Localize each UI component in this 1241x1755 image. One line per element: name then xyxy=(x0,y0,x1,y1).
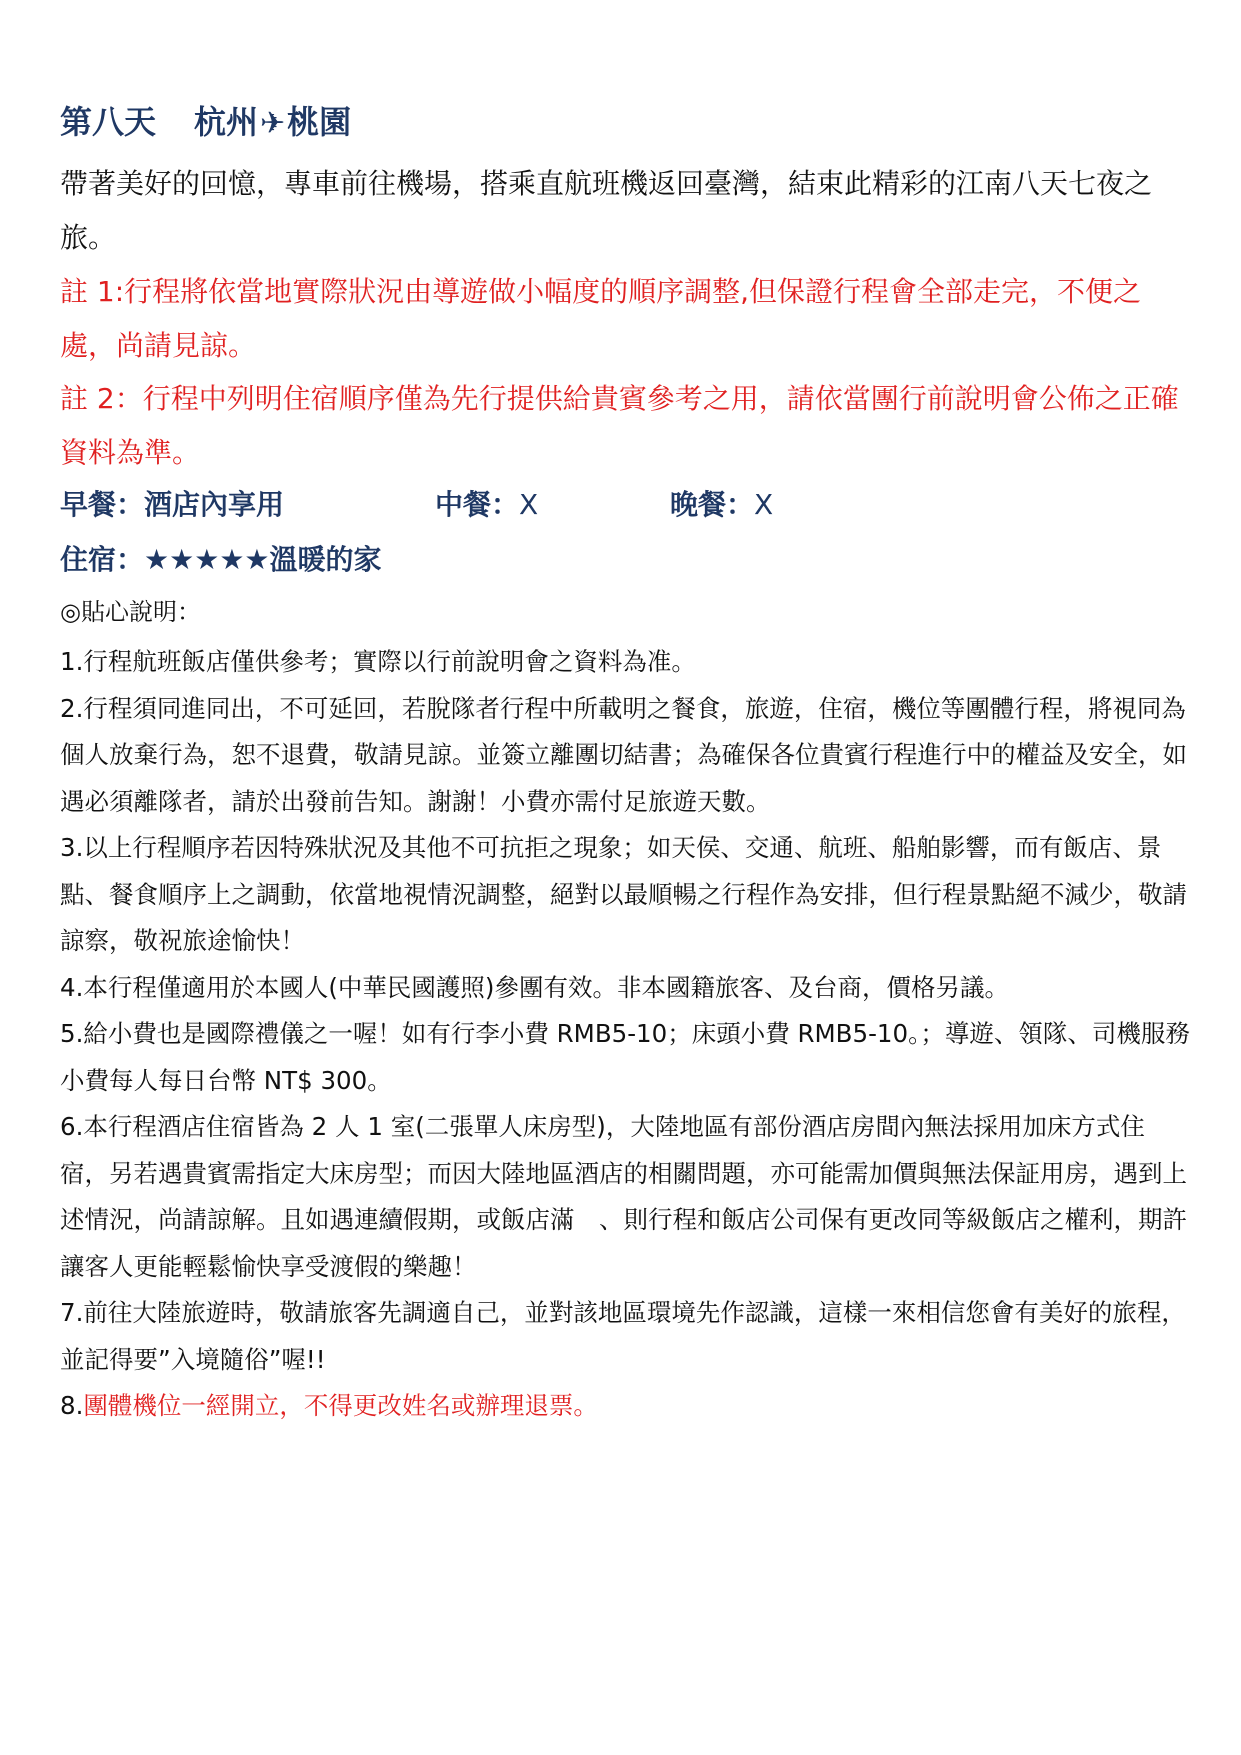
accommodation-label: 住宿： xyxy=(60,543,145,576)
tip-item-5: 5.給小費也是國際禮儀之一喔！如有行李小費 RMB5-10；床頭小費 RMB5-10。；導遊、領隊、司機服務小費每人每日台幣 NT$ 300。 xyxy=(60,1019,1190,1095)
lunch-label: 中餐： xyxy=(435,488,520,521)
breakfast-info xyxy=(60,482,284,528)
tip-item-1: 1.行程航班飯店僅供參考；實際以行前說明會之資料為准。 xyxy=(60,647,696,676)
accommodation-info xyxy=(60,537,382,583)
breakfast-value: 酒店內享用 xyxy=(144,488,285,521)
breakfast-label: 早餐： xyxy=(60,488,145,521)
tip-item-8-text: 團體機位一經開立，不得更改姓名或辦理退票。 xyxy=(83,1391,598,1420)
day-title xyxy=(60,100,351,146)
tip-item-4: 4.本行程僅適用於本國人(中華民國護照)參團有效。非本國籍旅客、及台商，價格另議。 xyxy=(60,972,1009,1002)
tip-item-8-number: 8. xyxy=(60,1391,84,1420)
destination-city: 桃園 xyxy=(287,103,352,141)
dinner-value: X xyxy=(754,488,774,521)
hotel-stars-icon: ★★★★★ xyxy=(144,543,270,576)
note-2: 註 2：行程中列明住宿順序僅為先行提供給貴賓參考之用，請依當團行前說明會公佈之正確資料為準。 xyxy=(60,382,1179,469)
tip-item-3: 3.以上行程順序若因特殊狀況及其他不可抗拒之現象；如天侯、交通、航班、船舶影響，而有飯店、景點、餐食順序上之調動，依當地視情況調整，絕對以最順暢之行程作為安排，但行程景點絕不減少，敬請諒察，敬祝旅途愉快！ xyxy=(60,833,1187,955)
lunch-info xyxy=(435,482,538,528)
origin-city: 杭州 xyxy=(194,103,259,141)
day-description: 帶著美好的回憶，專車前往機場，搭乘直航班機返回臺灣，結束此精彩的江南八天七夜之旅。 xyxy=(60,167,1153,254)
tip-item-2: 2.行程須同進同出，不可延回，若脫隊者行程中所載明之餐食，旅遊，住宿，機位等團體行程，將視同為個人放棄行為，恕不退費，敬請見諒。並簽立離團切結書；為確保各位貴賓行程進行中的權益及安全，如遇必須離隊者，請於出發前告知。謝謝！小費亦需付足旅遊天數。 xyxy=(60,693,1187,816)
tip-item-6: 6.本行程酒店住宿皆為 2 人 1 室(二張單人床房型)，大陸地區有部份酒店房間內無法採用加床方式住宿，另若遇貴賓需指定大床房型；而因大陸地區酒店的相關問題，亦可能需加價與無法保証用房，遇到上述情況，尚請諒解。且如遇連續假期，或飯店滿 、則行程和飯店公司保有更改同等級飯店之權利，期許讓客人更能輕鬆愉快享受渡假的樂趣！ xyxy=(60,1112,1187,1281)
dinner-info xyxy=(670,482,773,528)
tip-item-7: 7.前往大陸旅遊時，敬請旅客先調適自己，並對該地區環境先作認識，這樣一來相信您會有美好的旅程，並記得要”入境隨俗”喔!! xyxy=(60,1298,1186,1374)
tips-title: ◎貼心說明： xyxy=(60,598,201,626)
note-1: 註 1:行程將依當地實際狀況由導遊做小幅度的順序調整,但保證行程會全部走完，不便之處，尚請見諒。 xyxy=(60,275,1142,362)
day-label: 第八天 xyxy=(60,103,157,141)
plane-icon: ✈ xyxy=(260,106,286,141)
tips-list xyxy=(60,639,1190,1430)
tip-item-8 xyxy=(60,1383,1190,1430)
dinner-label: 晚餐： xyxy=(670,488,755,521)
hotel-name: 溫暖的家 xyxy=(269,543,382,576)
lunch-value: X xyxy=(519,488,539,521)
